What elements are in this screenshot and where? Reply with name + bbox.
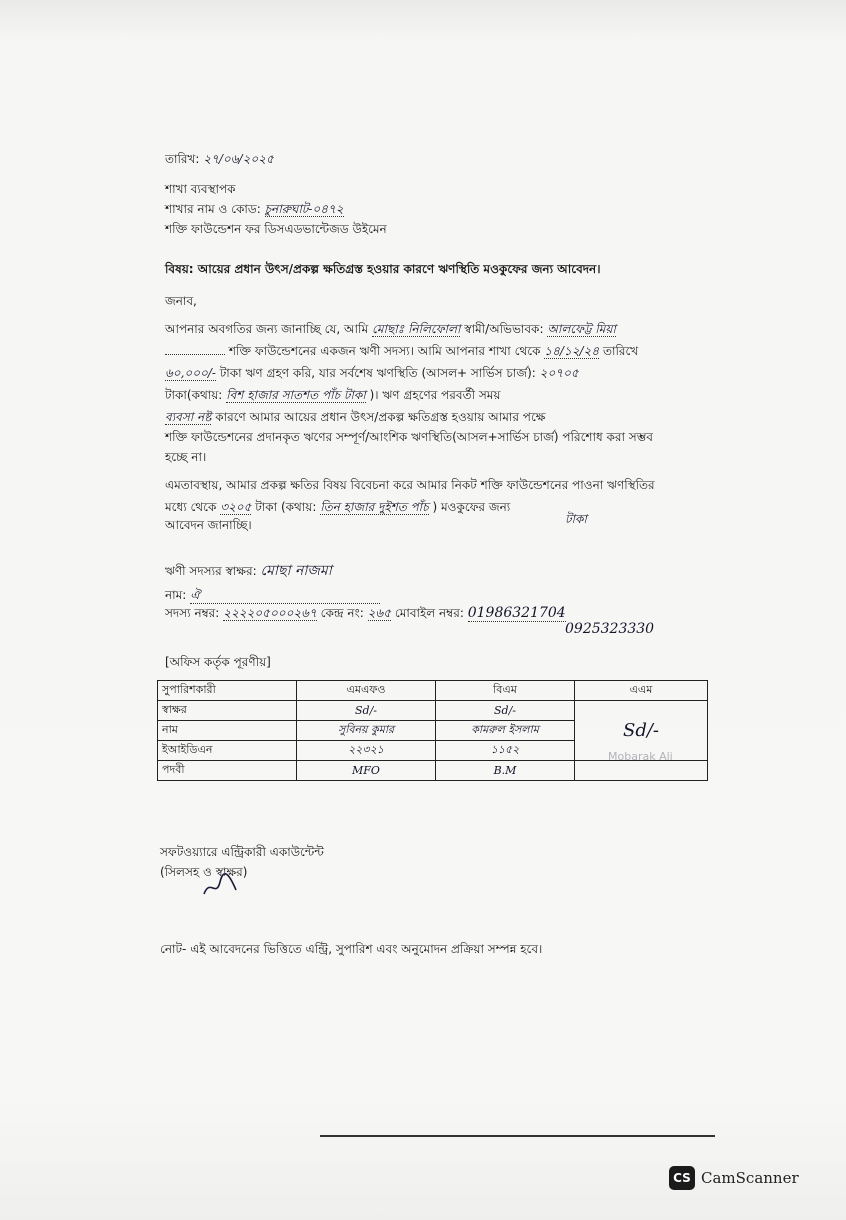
- date-label: তারিখ:: [165, 152, 200, 166]
- subject: বিষয়: আয়ের প্রধান উৎস/প্রকল্প ক্ষতিগ্রস্ত হওয়ার কারণে ঋণস্থিতি মওকুফের জন্য আবেদন।: [165, 262, 601, 276]
- accountant-sub: (সিলসহ ও স্বাক্ষর): [160, 865, 248, 879]
- row-label: নাম: [158, 721, 297, 741]
- balance-amount: ২০৭০৫: [539, 366, 579, 380]
- table-row: [158, 701, 708, 721]
- table-header: এমএফও: [297, 681, 436, 701]
- text: টাকা(কথায়:: [165, 388, 223, 402]
- accountant-signature: [200, 872, 240, 902]
- row-label: পদবী: [158, 761, 297, 781]
- text: স্বামী/অভিভাবক:: [464, 322, 544, 336]
- table-cell: [575, 761, 708, 781]
- waive-words-taka: টাকা: [565, 512, 587, 526]
- center-number: ২৬৫: [367, 606, 392, 620]
- para2-line2: [165, 500, 510, 515]
- office-note: [অফিস কর্তৃক পূরণীয়]: [165, 655, 271, 669]
- table-cell: ২২৩২১: [297, 741, 436, 761]
- member-name-line: [165, 588, 380, 604]
- note: নোট- এই আবেদনের ভিত্তিতে এন্ট্রি, সুপারিশ এবং অনুমোদন প্রক্রিয়া সম্পন্ন হবে।: [160, 942, 543, 956]
- table-cell: সুবিনয় কুমার: [297, 721, 436, 741]
- para1-line4: [165, 388, 501, 403]
- text: )। ঋণ গ্রহণের পরবর্তী সময়: [369, 388, 501, 402]
- branch-label: শাখার নাম ও কোড:: [165, 202, 261, 216]
- member-number-line: [165, 606, 566, 621]
- table-cell: B.M: [436, 761, 575, 781]
- accountant-title: সফটওয়্যারে এন্ট্রিকারী একাউন্টেন্ট: [160, 845, 324, 859]
- mobile-number-2: 0925323330: [565, 621, 655, 637]
- reason-handwritten: ব্যবসা নষ্ট: [165, 410, 212, 424]
- blank: [165, 354, 225, 355]
- member-signature: মোছা নাজমা: [260, 563, 332, 579]
- table-header-row: [158, 681, 708, 701]
- salutation: জনাব,: [165, 294, 197, 308]
- recommendation-table: [157, 680, 708, 781]
- guardian-name-handwritten: আলফেট্ট মিয়া: [547, 322, 616, 336]
- table-cell: ১১৫২: [436, 741, 575, 761]
- table-header: বিএম: [436, 681, 575, 701]
- table-cell: Sd/-: [436, 701, 575, 721]
- stamp: Mobarak Ali: [608, 750, 673, 763]
- waive-amount: ৩২০৫: [220, 500, 252, 514]
- text: কারণে আমার আয়ের প্রধান উৎস/প্রকল্প ক্ষতিগ্রস্ত হওয়ায় আমার পক্ষে: [215, 410, 546, 424]
- para1-line2: [165, 344, 638, 359]
- text: নাম:: [165, 588, 187, 602]
- camscanner-watermark: [669, 1166, 799, 1190]
- row-label: স্বাক্ষর: [158, 701, 297, 721]
- table-cell: Sd/-: [575, 701, 708, 761]
- manager-line: শাখা ব্যবস্থাপক: [165, 182, 236, 196]
- para2-line1: এমতাবস্থায়, আমার প্রকল্প ক্ষতির বিষয় বিবেচনা করে আমার নিকট শক্তি ফাউন্ডেশনের পাওনা ঋণস্থিতির: [165, 478, 655, 492]
- para1-line7: হচ্ছে না।: [165, 450, 207, 464]
- table-cell: কামরুল ইসলাম: [436, 721, 575, 741]
- bottom-line: [320, 1135, 715, 1137]
- para1-line6: শক্তি ফাউন্ডেশনের প্রদানকৃত ঋণের সম্পূর্ণ/আংশিক ঋণস্থিতি(আসল+সার্ভিস চার্জ) পরিশোধ করা সম্ভব: [165, 430, 653, 444]
- table-header: এএম: [575, 681, 708, 701]
- text: ) মওকুফের জন্য: [432, 500, 511, 514]
- table-cell: Sd/-: [297, 701, 436, 721]
- text: মোবাইল নম্বর:: [394, 606, 464, 620]
- camscanner-text: CamScanner: [701, 1169, 799, 1187]
- text: শক্তি ফাউন্ডেশনের একজন ঋণী সদস্য। আমি আপনার শাখা থেকে: [228, 344, 541, 358]
- para1-line3: [165, 366, 579, 381]
- text: ঋণী সদস্যর স্বাক্ষর:: [165, 564, 257, 578]
- row-label: ইআইডিএন: [158, 741, 297, 761]
- text: মধ্যে থেকে: [165, 500, 217, 514]
- balance-words: বিশ হাজার সাতশত পাঁচ টাকা: [226, 388, 366, 402]
- branch-line: [165, 202, 344, 217]
- org-line: শক্তি ফাউন্ডেশন ফর ডিসএডভান্টেজড উইমেন: [165, 222, 387, 236]
- member-name-value: ঐ: [190, 588, 380, 604]
- loan-date: ১৪/১২/২৪: [544, 344, 600, 358]
- text: টাকা ঋণ গ্রহণ করি, যার সর্বশেষ ঋণস্থিতি (আসল+ সার্ভিস চার্জ):: [219, 366, 536, 380]
- text: তারিখে: [602, 344, 639, 358]
- table-header: সুপারিশকারী: [158, 681, 297, 701]
- table-row: [158, 761, 708, 781]
- loan-amount: ৬০,০০০/-: [165, 366, 216, 380]
- date-value: ২৭/০৬/২০২৫: [203, 152, 274, 166]
- para1-line5: [165, 410, 546, 425]
- waive-words: তিন হাজার দুইশত পাঁচ: [320, 500, 429, 514]
- branch-value: চুনারুঘাট-০৪৭২: [264, 202, 344, 216]
- member-sig-line: [165, 564, 332, 579]
- mobile-number: 01986321704: [467, 605, 566, 621]
- date-line: [165, 152, 274, 167]
- member-name-handwritten: মোছাঃ নিলিফোলা: [371, 322, 461, 336]
- member-number: ২২২২০৫০০০২৬৭: [223, 606, 317, 620]
- para2-line3: আবেদন জানাচ্ছি।: [165, 518, 252, 532]
- para1-line1: [165, 322, 616, 337]
- camscanner-logo-icon: CS: [669, 1166, 695, 1190]
- text: আপনার অবগতির জন্য জানাচ্ছি যে, আমি: [165, 322, 369, 336]
- text: কেন্দ্র নং:: [320, 606, 364, 620]
- text: টাকা (কথায়:: [255, 500, 317, 514]
- text: সদস্য নম্বর:: [165, 606, 220, 620]
- table-cell: MFO: [297, 761, 436, 781]
